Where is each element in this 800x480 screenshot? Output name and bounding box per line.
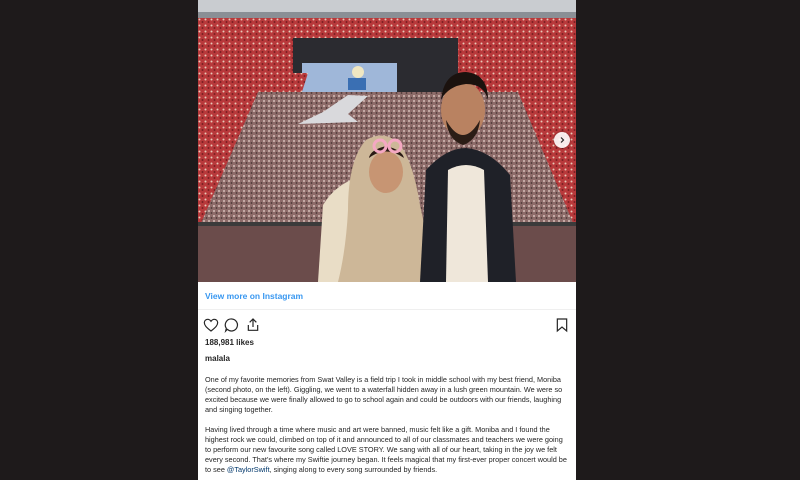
caption-paragraph-1: One of my favorite memories from Swat Valley is a field trip I took in middle school with my best friend, Moniba (second photo, on the left). Giggling, we went to a waterfall hidden away in a lush green mountain. We were so excited because we were finally allowed to go to school again and could be outdoors with our friends, laughing and singing together. — [205, 375, 563, 414]
heart-icon[interactable] — [203, 317, 219, 333]
caption-paragraph-2-end: , singing along to every song surrounded by friends. — [269, 465, 438, 474]
comment-icon[interactable] — [224, 317, 240, 333]
share-icon[interactable] — [245, 317, 261, 333]
carousel-next-button[interactable] — [554, 132, 570, 148]
view-more-bar — [198, 282, 576, 310]
chevron-right-icon — [558, 136, 566, 144]
post-photo[interactable] — [198, 0, 576, 282]
caption-paragraph-2-text: Having lived through a time where music and art were banned, music felt like a gift. Moniba and I found the highest rock we could, climbed on top of it and announced to all of our classmates and teachers we were going to perform our new favourite song called LOVE STORY. We sang with all of our heart, taking in the joy we felt every second. That’s where my Swiftie journey began. It feels magical that my first-ever proper concert would be to see — [205, 425, 567, 474]
caption-paragraph-2 — [205, 425, 569, 475]
post-caption — [198, 363, 576, 475]
mention-link[interactable]: @TaylorSwift — [226, 465, 270, 474]
post-username[interactable]: malala — [205, 354, 230, 363]
view-more-link[interactable]: View more on Instagram — [205, 290, 304, 301]
instagram-embed-card — [198, 0, 576, 480]
bookmark-icon[interactable] — [554, 317, 570, 333]
likes-count[interactable]: 188,981 likes — [205, 338, 254, 347]
stadium-photo-illustration — [198, 0, 576, 282]
action-bar — [198, 311, 576, 333]
